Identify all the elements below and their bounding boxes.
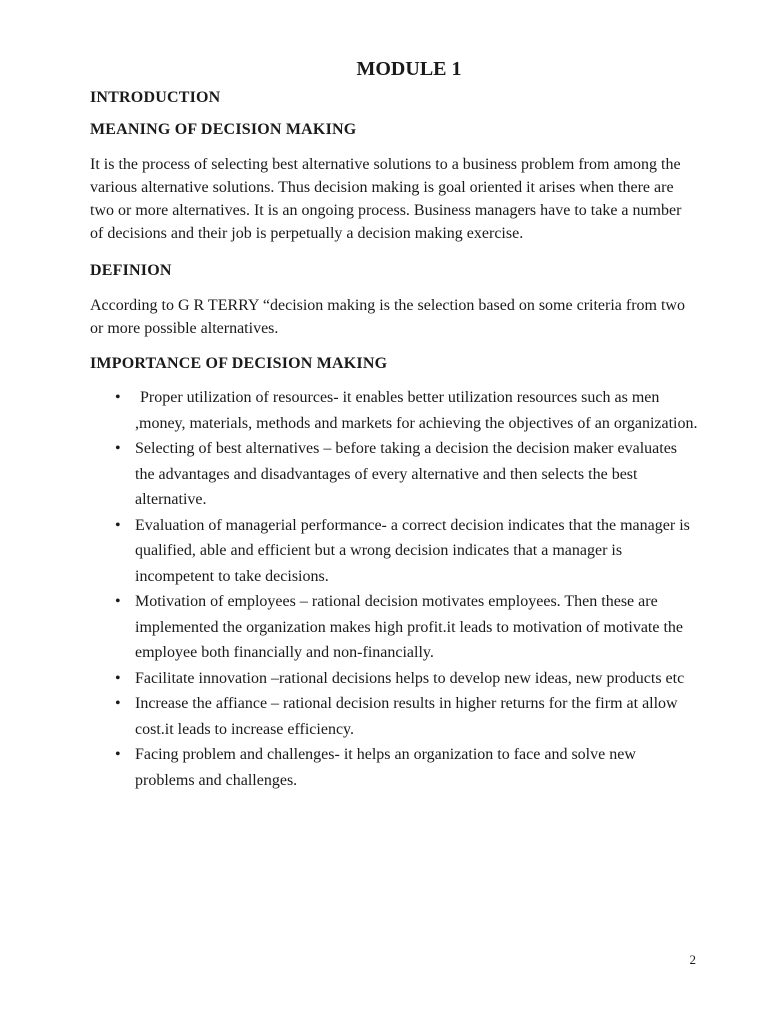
bullet-icon: •	[115, 389, 121, 406]
heading-definition: DEFINION	[90, 262, 172, 279]
importance-list	[90, 385, 698, 793]
heading-importance: IMPORTANCE OF DECISION MAKING	[90, 355, 388, 372]
list-item-text: Facilitate innovation –rational decisions helps to develop new ideas, new products etc	[135, 669, 685, 687]
bullet-icon: •	[115, 593, 121, 610]
list-item-text: Evaluation of managerial performance- a correct decision indicates that the manager is qualified, able and efficient but a wrong decision indicates that a manager is incompetent to take decisions.	[135, 516, 690, 585]
list-item	[115, 385, 698, 436]
list-item	[115, 691, 698, 742]
list-item-text: Proper utilization of resources- it enables better utilization resources such as men ,money, materials, methods and markets for achieving the objectives of an organization.	[135, 389, 698, 432]
bullet-icon: •	[115, 746, 121, 763]
definition-paragraph: According to G R TERRY “decision making is the selection based on some criteria from two or more possible alternatives.	[90, 297, 685, 337]
list-item	[115, 436, 698, 513]
heading-introduction: INTRODUCTION	[90, 89, 221, 106]
bullet-icon: •	[115, 440, 121, 457]
module-title: MODULE 1	[356, 58, 462, 80]
list-item	[115, 666, 698, 692]
list-item-text: Increase the affiance – rational decision results in higher returns for the firm at allow cost.it leads to increase efficiency.	[135, 695, 678, 738]
bullet-icon: •	[115, 695, 121, 712]
list-item	[115, 742, 698, 793]
list-item-text: Motivation of employees – rational decision motivates employees. Then these are implemented the organization makes high profit.it leads to motivation of motivate the employee both financially and non-financially.	[135, 593, 684, 661]
heading-meaning: MEANING OF DECISION MAKING	[90, 121, 357, 138]
meaning-paragraph: It is the process of selecting best alternative solutions to a business problem from among the various alternative solutions. Thus decision making is goal oriented it arises when there are two or more alternatives. It is an ongoing process. Business managers have to take a number of decisions and their job is perpetually a decision making exercise.	[90, 156, 682, 242]
list-item	[115, 589, 698, 666]
page-number: 2	[689, 952, 696, 967]
list-item	[115, 513, 698, 590]
bullet-icon: •	[115, 669, 121, 687]
bullet-icon: •	[115, 516, 121, 534]
list-item-text: Facing problem and challenges- it helps an organization to face and solve new problems and challenges.	[135, 746, 636, 789]
list-item-text: Selecting of best alternatives – before taking a decision the decision maker evaluates the advantages and disadvantages of every alternative and then selects the best alternative.	[135, 440, 678, 508]
